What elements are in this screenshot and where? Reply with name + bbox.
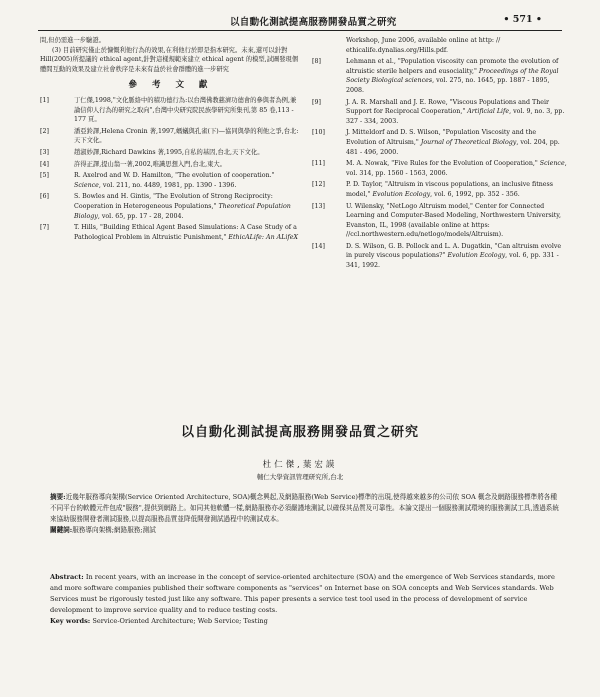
running-header [38,8,562,31]
paragraph: 問,但仍需進一步驗證。 [40,37,105,44]
reference-number: [12] [312,181,325,189]
reference-number: [1] [40,96,49,104]
reference-main: 丁仁傑,1998,"文化脈絡中的積功德行為:以台灣佛教慈濟功德會的參與者為例,兼論信仰人行為的研究之取向",台灣中央研究院民族學研究所集刊,第 85 卷,113 - 177 頁。 [74,96,297,124]
reference-source: EthicALife: An ALifeX [228,233,298,241]
reference-item [312,57,568,95]
right-column [312,36,568,273]
reference-details: , vol. 211, no. 4489, 1981, pp. 1390 - 1396. [98,181,237,189]
reference-number: [11] [312,160,325,168]
reference-main: T. Hills, "Building Ethical Agent Based Simulations: A Case Study of a Pathological Problem in Altruistic Punishment," [74,224,297,241]
reference-main: J. A. R. Marshall and J. E. Rowe, "Viscous Populations and Their Support for Reciprocal Cooperation," [346,98,550,116]
reference-details: , vol. 6, pp. 331 - 341, 1992. [346,252,559,270]
reference-main: Lehmann et al., "Population viscosity can promote the evolution of altruistic sterile helpers and eusociality," [346,58,559,75]
keywords-zh-text: 服務導向架構;網路服務;測試 [72,526,156,534]
reference-item [40,148,302,158]
reference-text [74,171,302,190]
reference-number: [3] [40,148,49,156]
reference-text [74,160,302,170]
reference-text [346,128,568,157]
reference-list [312,57,568,270]
reference-text [74,223,302,242]
keywords-zh-label: 關鍵詞: [50,526,73,534]
reference-item [40,127,302,146]
reference-details: , vol. 275, no. 1645, pp. 1887 - 1895, 2008. [346,77,550,94]
abstract-zh-label: 摘要: [50,493,66,501]
article-affiliation: 輔仁大學資訊管理研究所,台北 [256,473,344,481]
reference-text [346,202,568,240]
chinese-abstract [50,492,560,536]
reference-source: Theoretical Population Biology [74,202,291,220]
abstract-en-label: Abstract: [50,573,84,581]
reference-item [312,202,568,240]
reference-main: 許得正譯,提山翁一著,2002,唯識思想入門,台北,東大。 [74,160,226,168]
running-title: 以自動化測試提高服務開發品質之研究 [230,17,397,28]
reference-number: [13] [312,202,325,210]
reference-item [40,160,302,170]
page-number: • 571 • [503,14,542,25]
reference-details: , vol. 204, pp. 481 - 496, 2000. [346,138,560,156]
reference-main: R. Axelrod and W. D. Hamilton, "The evolution of cooperation." [74,172,275,180]
reference-number: [8] [312,58,321,66]
reference-number: [4] [40,160,49,168]
english-abstract [50,572,560,627]
reference-source: Journal of Theoretical Biology [420,138,517,146]
article-authors: 杜仁傑,葉宏謨 [262,460,338,470]
reference-item [40,96,302,125]
reference-text [346,180,568,199]
keywords-en-text: Service-Oriented Architecture; Web Service; Testing [92,617,268,625]
reference-main: P. D. Taylor, "Altruism in viscous populations, an inclusive fitness model," [346,181,553,198]
reference-item [312,180,568,199]
reference-main: D. S. Wilson, G. B. Pollock and L. A. Dugatkin, "Can altruism evolve in purely viscous populations?" [346,242,562,260]
reference-list [40,96,302,242]
reference-source: Evolution Ecology [447,252,506,260]
reference-text [74,148,302,158]
references-heading: 參 考 文 獻 [128,80,214,91]
reference-number: [14] [312,242,325,250]
reference-main: U. Wilensky, "NetLogo Altruism model," Center for Connected Learning and Computer-Based Modeling, Northwestern University, Evanston, IL, 1998 (available online at https: //ccl.northwestern.edu/netlogo/models/Altruism). [346,202,561,239]
keywords-en-label: Key words: [50,617,91,625]
reference-number: [7] [40,224,49,232]
reference-item [40,192,302,221]
reference-item [312,128,568,157]
reference-main: S. Bowles and H. Gintis, "The Evolution of Strong Reciprocity: Cooperation in Heterogeneous Populations," [74,193,273,210]
reference-main: 潘亞鈴譯,Helena Cronin 著,1997,螞蟻與孔雀(下)—協同與學的利他之爭,台北:天下文化。 [74,127,299,145]
reference-item [312,98,568,127]
reference-item [40,171,302,190]
abstract-zh-text: 近幾年服務導向架構(Service Oriented Architecture, SOA)概念興起,及網路服務(Web Service)標準的出現,使得越來越多的公司依 SOA 概念及網路服務標準將各種不同平台的軟體元件包成"服務",提供到網路上。如同其他軟體一樣,網路服務亦必須嚴謹地測試,以確保其品質及可靠性。本論文提出一個服務測試環境的服務測試工具,透過系統來協助服務開發者測試服務,以提高服務品質並降低開發測試過程中的測試成本。 [50,493,559,523]
reference-number: [6] [40,193,49,201]
reference-source: Artificial Life [467,108,510,116]
reference-item [312,242,568,271]
reference-continuation: Workshop, June 2006, available online at http: // ethicalife.dynalias.org/Hills.pdf. [346,37,501,54]
reference-number: [2] [40,127,49,135]
reference-source: Evolution Ecology [372,190,431,198]
reference-text [346,242,568,271]
reference-text [346,98,568,127]
reference-text [74,192,302,221]
paragraph: (3) 目前研究僅止於慷慨利他行為的效果,在利他行於即是指本研究。未來,還可以針對 Hill(2005)所提議的 ethical agent,針對這樣規範來建立 ethical agent 的模型,試圖發現個體間互動的效果及建立社會秩序是未來有益於社會群體的進一步研究 [40,46,299,73]
reference-source: Proceedings of the Royal Society Biological sciences [346,67,559,85]
reference-main: J. Mitteldorf and D. S. Wilson, "Population Viscosity and the Evolution of Altruism," [346,129,537,146]
reference-source: Science [539,160,565,168]
reference-number: [5] [40,172,49,180]
abstract-en-text: In recent years, with an increase in the concept of service-oriented architecture (SOA) and the emergence of Web Services standards, more and more software companies published their software components as "services" on Internet base on SOA concepts and Web Services standards. Web Services must be rigorously tested just like any software. This paper presents a service test tool used in the process of development of service development to improve service quality and to reduce testing costs. [50,573,555,614]
reference-text [346,57,568,95]
reference-main: M. A. Nowak, "Five Rules for the Evolution of Cooperation," [346,160,540,168]
reference-main: 趙淑妙譯,Richard Dawkins 著,1995,自私的基因,台北,天下文化。 [74,148,264,156]
reference-item [40,223,302,242]
reference-number: [9] [312,98,321,106]
reference-number: [10] [312,129,325,137]
reference-details: , vol. 6, 1992, pp. 352 - 356. [430,190,520,198]
article-title: 以自動化測試提高服務開發品質之研究 [180,425,419,440]
reference-text [74,127,302,146]
reference-details: , vol. 9, no. 3, pp. 327 - 334, 2003. [346,108,565,125]
reference-text [346,159,568,178]
reference-details: , vol. 65, pp. 17 - 28, 2004. [97,212,184,220]
reference-item [312,159,568,178]
left-column [40,36,302,244]
reference-text [74,96,302,125]
reference-details: , vol. 314, pp. 1560 - 1563, 2006. [346,160,567,177]
reference-source: Science [74,181,99,189]
